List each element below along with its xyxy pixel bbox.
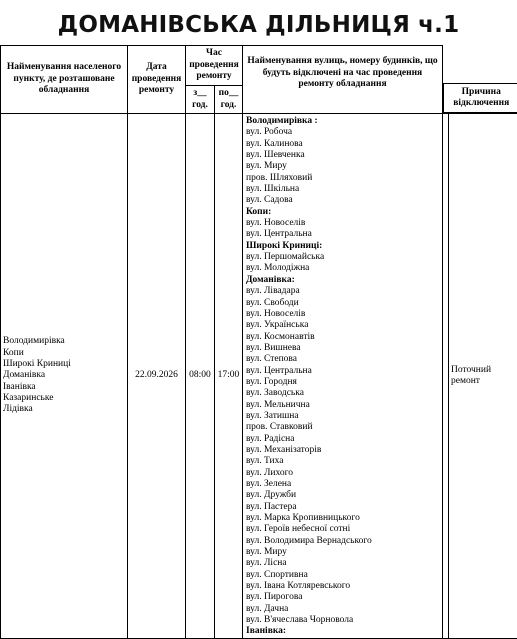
street-item: вул. Першомайська [246, 252, 325, 263]
street-item: вул. Шевченка [246, 150, 305, 161]
settlement-list-cell [1, 114, 128, 639]
header-streets: Найменування вулиць, номеру будинків, що будуть відключені на час проведення ремонту обладнання [243, 46, 443, 114]
street-item: вул. Садова [246, 195, 293, 206]
street-item: вул. Лісна [246, 558, 287, 569]
settlement-item: Казаринське [3, 392, 54, 403]
header-reason: Причина відключення [443, 83, 517, 113]
settlement-item: Лідівка [3, 404, 33, 415]
street-item: вул. Калинова [246, 138, 303, 149]
street-item: вул. Івана Котляревського [246, 581, 351, 592]
street-item: вул. Героїв небесної сотні [246, 524, 351, 535]
street-item: вул. Пастера [246, 501, 297, 512]
header-to: по__ год. [215, 86, 243, 114]
street-item: пров. Ставковий [246, 422, 313, 433]
street-item: вул. Космонавтів [246, 331, 315, 342]
locality-heading: Володимирівка : [246, 116, 318, 126]
streets-cell [243, 114, 443, 639]
date-cell: 22.09.2026 [128, 114, 186, 639]
locality-heading: Копи: [246, 206, 272, 217]
street-item: вул. Мельнична [246, 399, 310, 410]
settlement-list [3, 336, 125, 415]
time-from-cell: 08:00 [186, 114, 215, 639]
street-item: вул. Новоселів [246, 218, 306, 229]
street-item: вул. Затишна [246, 410, 299, 421]
street-item: вул. Вишнева [246, 342, 301, 353]
settlement-item: Іванівка [3, 381, 36, 392]
header-reason-area [443, 46, 517, 114]
street-item: вул. Миру [246, 161, 287, 172]
outage-table [0, 45, 517, 639]
street-item: вул. Свободи [246, 297, 299, 308]
street-item: вул. Степова [246, 354, 297, 365]
street-item: вул. Українська [246, 320, 309, 331]
street-item: вул. Лівадара [246, 286, 300, 297]
settlement-item: Доманівка [3, 370, 46, 381]
street-item: вул. Молодіжна [246, 263, 310, 274]
street-item: вул. Шкільна [246, 184, 300, 195]
street-item: вул. Лихого [246, 467, 294, 478]
street-item: вул. Робоча [246, 127, 293, 138]
street-item: вул. Заводська [246, 388, 304, 399]
header-date: Дата проведення ремонту [128, 46, 186, 114]
street-item: пров. Шляховий [246, 172, 313, 183]
reason-cell: Поточний ремонт [449, 114, 517, 639]
street-item: вул. Тиха [246, 456, 284, 467]
street-item: вул. Городня [246, 376, 297, 387]
street-item: вул. В'ячеслава Чорновола [246, 615, 354, 626]
street-item: вул. Зелена [246, 479, 292, 489]
settlement-item: Копи [3, 347, 24, 358]
street-item: вул. Пирогова [246, 592, 303, 603]
street-item: вул. Дружби [246, 490, 297, 501]
table-row [1, 114, 517, 639]
street-item: вул. Радісна [246, 433, 295, 444]
street-item: вул. Механізаторів [246, 444, 322, 455]
page-title: ДОМАНІВСЬКА ДІЛЬНИЦЯ ч.1 [57, 12, 460, 38]
street-item: вул. Миру [246, 547, 287, 558]
street-item: вул. Центральна [246, 229, 312, 240]
street-item: вул. Марка Кропивницького [246, 513, 360, 524]
locality-heading: Іванівка: [246, 626, 287, 637]
header-time: Час проведення ремонту [186, 46, 243, 86]
time-to-cell: 17:00 [215, 114, 243, 639]
locality-heading: Доманівка: [246, 274, 295, 285]
locality-heading: Широкі Криниці: [246, 240, 323, 251]
street-item: вул. Володимира Вернадського [246, 535, 372, 546]
street-item: вул. Спортивна [246, 569, 308, 580]
settlement-item: Володимирівка [3, 336, 65, 347]
settlement-item: Широкі Криниці [3, 358, 71, 369]
street-item: вул. Новоселів [246, 308, 306, 319]
street-list [246, 116, 440, 638]
header-settlement: Найменування населеного пункту, де розташоване обладнання [1, 46, 128, 114]
street-item: вул. Центральна [246, 365, 312, 376]
outage-table-container [0, 45, 517, 639]
street-item: вул. Дачна [246, 603, 289, 614]
header-from: з__ год. [186, 86, 215, 114]
